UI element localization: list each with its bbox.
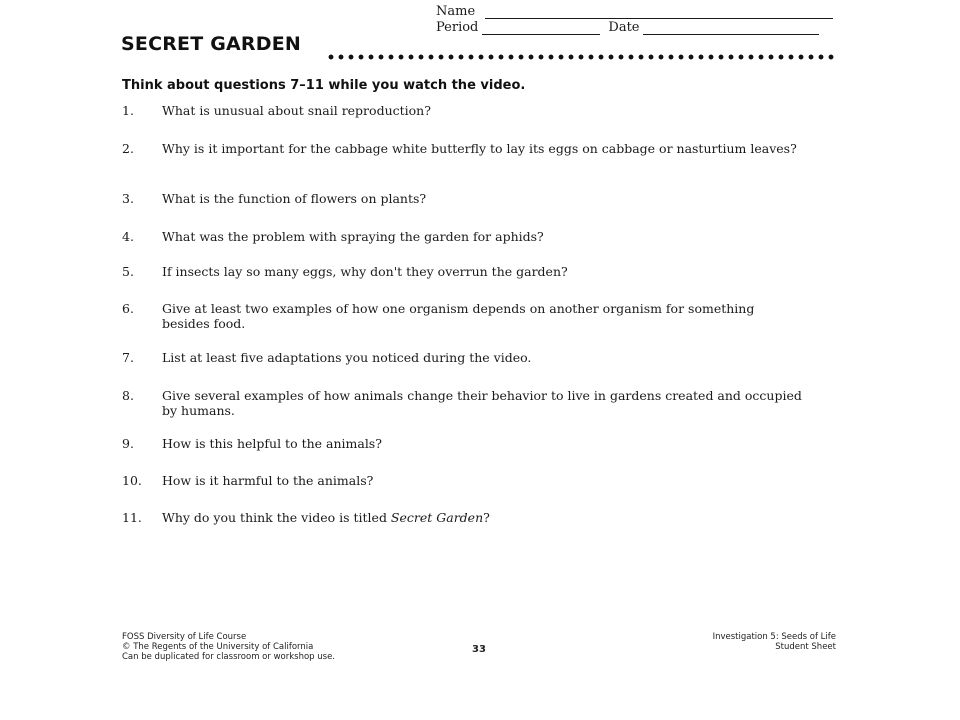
question-11	[122, 510, 802, 525]
question-10	[122, 473, 802, 488]
question-text: How is it harmful to the animals?	[162, 473, 374, 488]
question-2	[122, 141, 802, 156]
footer-course-name: FOSS Diversity of Life Course	[122, 632, 247, 642]
name-blank-line	[485, 6, 833, 19]
question-text: Why is it important for the cabbage white butterfly to lay its eggs on cabbage or nasturtium leaves?	[162, 141, 797, 156]
name-label: Name	[436, 4, 476, 19]
question-number: 3.	[122, 191, 134, 206]
question-text: What is the function of flowers on plants?	[162, 191, 427, 206]
question-number: 4.	[122, 229, 134, 244]
question-4	[122, 229, 802, 244]
question-text: Give at least two examples of how one organism depends on another organism for something besides food.	[162, 301, 755, 331]
question-text: How is this helpful to the animals?	[162, 436, 382, 451]
question-number: 8.	[122, 388, 134, 403]
question-7	[122, 350, 802, 365]
question-9	[122, 436, 802, 451]
date-label: Date	[608, 20, 640, 35]
period-date-field-row	[436, 20, 819, 35]
question-text-before: Why do you think the video is titled	[162, 510, 391, 525]
question-8	[122, 388, 802, 418]
date-blank-line	[643, 22, 819, 35]
footer-credits	[122, 632, 335, 662]
question-text: What was the problem with spraying the garden for aphids?	[162, 229, 544, 244]
worksheet-title: SECRET GARDEN	[121, 33, 301, 55]
question-number: 9.	[122, 436, 134, 451]
question-number: 1.	[122, 103, 134, 118]
question-number: 10.	[122, 473, 142, 488]
question-text: Give several examples of how animals change their behavior to live in gardens created and occupied by humans.	[162, 388, 802, 418]
video-title-italic: Secret Garden	[390, 510, 484, 525]
period-blank-line	[482, 22, 600, 35]
question-text	[162, 510, 802, 525]
question-1	[122, 103, 802, 118]
name-field-row	[436, 4, 833, 19]
question-3	[122, 191, 802, 206]
question-number: 11.	[122, 510, 142, 525]
footer-investigation	[713, 632, 836, 652]
question-text: If insects lay so many eggs, why don't they overrun the garden?	[162, 264, 568, 279]
dotted-rule	[326, 54, 834, 60]
footer-sheet-type: Student Sheet	[775, 642, 836, 652]
question-text: What is unusual about snail reproduction?	[162, 103, 431, 118]
question-5	[122, 264, 802, 279]
question-6	[122, 301, 802, 331]
footer-duplication-note: Can be duplicated for classroom or workshop use.	[122, 652, 336, 662]
question-number: 5.	[122, 264, 134, 279]
period-label: Period	[436, 20, 479, 35]
question-number: 2.	[122, 141, 134, 156]
question-text: List at least five adaptations you noticed during the video.	[162, 350, 532, 365]
instruction-text: Think about questions 7–11 while you watch the video.	[122, 78, 526, 93]
footer-investigation-title: Investigation 5: Seeds of Life	[712, 632, 836, 642]
question-number: 6.	[122, 301, 134, 316]
question-text-after: ?	[483, 510, 490, 525]
page-number: 33	[472, 644, 486, 655]
footer-copyright: © The Regents of the University of California	[122, 642, 314, 652]
question-number: 7.	[122, 350, 134, 365]
